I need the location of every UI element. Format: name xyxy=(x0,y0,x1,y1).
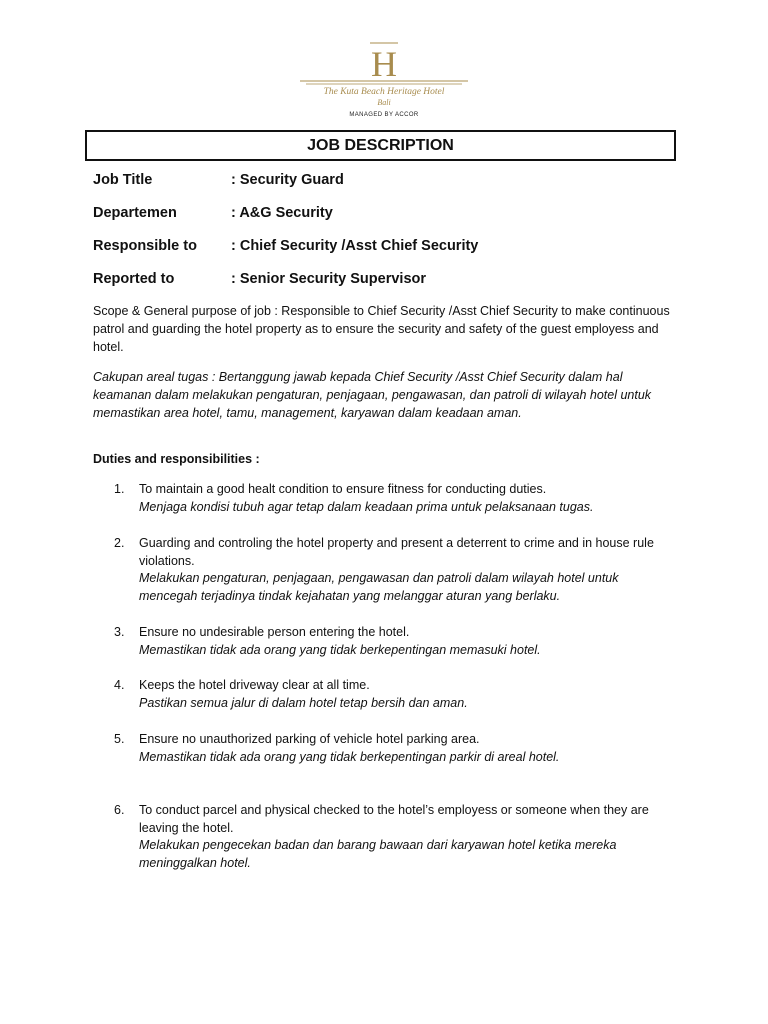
field-value: : Chief Security /Asst Chief Security xyxy=(231,238,479,254)
duty-text-id: Melakukan pengaturan, penjagaan, pengawasan dan patroli dalam wilayah hotel untuk mencegah terjadinya tindak kejahatan yang melanggar aturan yang berlaku. xyxy=(139,571,619,603)
duty-number: 6. xyxy=(114,803,125,817)
duty-number: 2. xyxy=(114,536,125,550)
field-label: Departemen xyxy=(93,205,177,221)
duty-number: 5. xyxy=(114,732,125,746)
duty-text-id: Memastikan tidak ada orang yang tidak berkepentingan memasuki hotel. xyxy=(139,642,541,657)
duty-number: 1. xyxy=(114,482,125,496)
duty-item xyxy=(114,731,674,766)
hotel-logo xyxy=(300,40,468,130)
field-department xyxy=(93,205,333,221)
duty-text-id: Memastikan tidak ada orang yang tidak berkepentingan parkir di areal hotel. xyxy=(139,749,560,764)
duty-number: 3. xyxy=(114,625,125,639)
logo-letter: H xyxy=(371,44,397,84)
hotel-logo-emblem-icon xyxy=(300,40,468,86)
field-value: : A&G Security xyxy=(231,205,333,221)
duty-item xyxy=(114,802,674,872)
duty-item xyxy=(114,481,674,516)
duty-item xyxy=(114,624,674,659)
field-label: Job Title xyxy=(93,172,153,188)
field-job-title xyxy=(93,172,344,188)
duty-text-en: To maintain a good healt condition to ensure fitness for conducting duties. xyxy=(139,482,547,496)
logo-location: Bali xyxy=(377,98,391,107)
duty-text-en: Ensure no undesirable person entering the hotel. xyxy=(139,625,410,639)
duty-text-id: Menjaga kondisi tubuh agar tetap dalam keadaan prima untuk pelaksanaan tugas. xyxy=(139,499,594,514)
duty-number: 4. xyxy=(114,678,125,692)
duties-heading: Duties and responsibilities : xyxy=(93,452,260,466)
logo-managed-by: MANAGED BY ACCOR xyxy=(349,112,419,118)
duty-text-en: To conduct parcel and physical checked to the hotel’s employess or someone when they are leaving the hotel. xyxy=(139,803,649,835)
scope-indonesian: Cakupan areal tugas : Bertanggung jawab kepada Chief Security /Asst Chief Security dalam hal keamanan dalam melakukan pengaturan, penjagaan, pengawasan, dan patroli di wilayah hotel untuk memastikan area hotel, tamu, management, karyawan dalam keadaan aman. xyxy=(93,370,652,420)
field-label: Responsible to xyxy=(93,238,197,254)
duty-item xyxy=(114,677,674,712)
duty-text-en: Keeps the hotel driveway clear at all time. xyxy=(139,678,370,692)
duty-text-id: Melakukan pengecekan badan dan barang bawaan dari karyawan hotel ketika mereka meninggalkan hotel. xyxy=(139,838,617,870)
duty-item xyxy=(114,535,674,605)
field-reported-to xyxy=(93,271,426,287)
field-value: : Senior Security Supervisor xyxy=(231,271,427,287)
field-responsible-to xyxy=(93,238,478,254)
field-value: : Security Guard xyxy=(231,172,344,188)
document-title-box xyxy=(85,130,676,161)
duty-text-id: Pastikan semua jalur di dalam hotel tetap bersih dan aman. xyxy=(139,695,468,710)
document-title: JOB DESCRIPTION xyxy=(307,136,454,154)
scope-english: Scope & General purpose of job : Responsible to Chief Security /Asst Chief Security to make continuous patrol and guarding the hotel property as to ensure the security and safety of the guest employess and hotel. xyxy=(93,304,670,354)
duty-text-en: Ensure no unauthorized parking of vehicle hotel parking area. xyxy=(139,732,480,746)
duty-text-en: Guarding and controling the hotel property and present a deterrent to crime and in house rule violations. xyxy=(139,536,654,568)
logo-hotel-name: The Kuta Beach Heritage Hotel xyxy=(323,87,445,97)
field-label: Reported to xyxy=(93,271,175,287)
